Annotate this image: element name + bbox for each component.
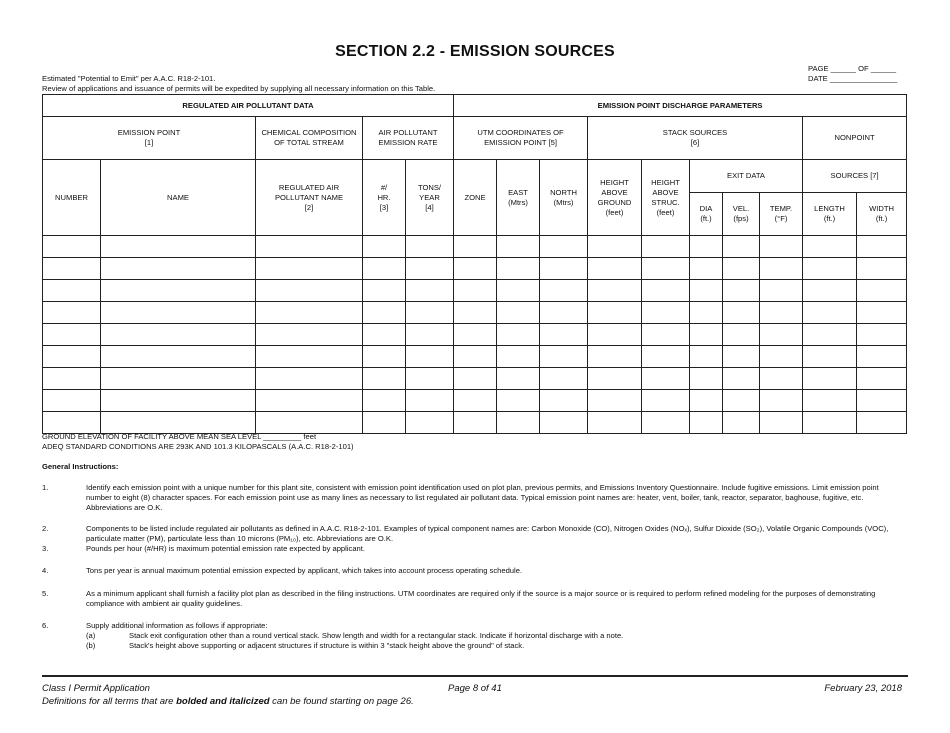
tons-per-year-header: TONS/ YEAR [4]	[406, 160, 454, 236]
regulated-air-pollutant-data-header: REGULATED AIR POLLUTANT DATA	[43, 95, 454, 117]
sub-item-label: (a)	[86, 631, 96, 640]
regulated-pollutant-name-header: REGULATED AIR POLLUTANT NAME [2]	[256, 160, 363, 236]
table-cell[interactable]	[588, 302, 642, 324]
table-cell[interactable]	[43, 236, 101, 258]
table-cell[interactable]	[363, 236, 406, 258]
table-cell[interactable]	[588, 258, 642, 280]
table-cell[interactable]	[497, 280, 540, 302]
table-cell[interactable]	[363, 346, 406, 368]
table-cell[interactable]	[101, 236, 256, 258]
table-cell[interactable]	[803, 236, 857, 258]
table-cell[interactable]	[642, 412, 690, 434]
chemical-composition-header: CHEMICAL COMPOSITION OF TOTAL STREAM	[256, 117, 363, 160]
table-cell[interactable]	[256, 258, 363, 280]
estimated-note: Estimated "Potential to Emit" per A.A.C. R18-2-101.	[42, 74, 216, 83]
air-pollutant-emission-rate-header: AIR POLLUTANT EMISSION RATE	[363, 117, 454, 160]
height-above-ground-header: HEIGHT ABOVE GROUND (feet)	[588, 160, 642, 236]
footer-page-number: Page 8 of 41	[448, 683, 502, 694]
table-cell[interactable]	[588, 412, 642, 434]
table-cell[interactable]	[406, 390, 454, 412]
dia-header: DIA (ft.)	[690, 193, 723, 236]
table-cell[interactable]	[642, 346, 690, 368]
table-cell[interactable]	[43, 368, 101, 390]
table-cell[interactable]	[406, 280, 454, 302]
table-cell[interactable]	[43, 258, 101, 280]
table-cell[interactable]	[588, 236, 642, 258]
table-row	[43, 324, 907, 346]
table-cell[interactable]	[497, 302, 540, 324]
table-cell[interactable]	[101, 280, 256, 302]
table-cell[interactable]	[540, 324, 588, 346]
table-cell[interactable]	[363, 258, 406, 280]
table-cell[interactable]	[256, 346, 363, 368]
table-cell[interactable]	[723, 258, 760, 280]
table-cell[interactable]	[690, 346, 723, 368]
table-cell[interactable]	[857, 280, 907, 302]
sub-item-text: Stack exit configuration other than a round vertical stack. Show length and width for a rectangular stack. Indicate if horizontal discharge with a note.	[129, 631, 624, 640]
emission-point-header: EMISSION POINT [1]	[43, 117, 256, 160]
instruction-text: Pounds per hour (#/HR) is maximum potential emission rate expected by applicant.	[86, 544, 365, 553]
table-cell[interactable]	[690, 258, 723, 280]
table-cell[interactable]	[690, 302, 723, 324]
table-row	[43, 412, 907, 434]
footer-application-name: Class I Permit Application	[42, 683, 150, 694]
table-cell[interactable]	[256, 390, 363, 412]
table-cell[interactable]	[588, 390, 642, 412]
table-cell[interactable]	[690, 236, 723, 258]
table-cell[interactable]	[642, 236, 690, 258]
table-cell[interactable]	[540, 258, 588, 280]
table-cell[interactable]	[540, 390, 588, 412]
table-cell[interactable]	[101, 324, 256, 346]
table-cell[interactable]	[256, 324, 363, 346]
table-cell[interactable]	[43, 324, 101, 346]
table-cell[interactable]	[256, 280, 363, 302]
table-row	[43, 236, 907, 258]
table-cell[interactable]	[723, 280, 760, 302]
table-cell[interactable]	[497, 236, 540, 258]
table-cell[interactable]	[256, 236, 363, 258]
table-cell[interactable]	[406, 412, 454, 434]
table-cell[interactable]	[363, 280, 406, 302]
zone-header: ZONE	[454, 160, 497, 236]
ground-elevation-line: GROUND ELEVATION OF FACILITY ABOVE MEAN SEA LEVEL _________ feet	[42, 432, 317, 441]
sources-7-header: SOURCES [7]	[803, 160, 907, 193]
north-header: NORTH (Mtrs)	[540, 160, 588, 236]
page-of-field[interactable]: PAGE ______ OF ______	[808, 64, 897, 73]
exit-data-header: EXIT DATA	[690, 160, 803, 193]
table-cell[interactable]	[497, 324, 540, 346]
table-cell[interactable]	[363, 302, 406, 324]
table-cell[interactable]	[803, 346, 857, 368]
utm-coordinates-header: UTM COORDINATES OF EMISSION POINT [5]	[454, 117, 588, 160]
footer-date: February 23, 2018	[824, 683, 902, 694]
nonpoint-header: NONPOINT	[803, 117, 907, 160]
table-cell[interactable]	[454, 346, 497, 368]
table-cell[interactable]	[642, 302, 690, 324]
velocity-header: VEL. (fps)	[723, 193, 760, 236]
table-cell[interactable]	[540, 412, 588, 434]
table-cell[interactable]	[497, 412, 540, 434]
table-cell[interactable]	[723, 324, 760, 346]
table-cell[interactable]	[642, 390, 690, 412]
table-cell[interactable]	[406, 302, 454, 324]
table-cell[interactable]	[803, 302, 857, 324]
table-cell[interactable]	[723, 412, 760, 434]
table-cell[interactable]	[588, 368, 642, 390]
pounds-per-hour-header: #/ HR. [3]	[363, 160, 406, 236]
table-cell[interactable]	[723, 368, 760, 390]
table-cell[interactable]	[454, 324, 497, 346]
footer-definitions-note: Definitions for all terms that are bolded and italicized can be found starting on page 26.	[42, 696, 414, 707]
table-cell[interactable]	[497, 390, 540, 412]
table-cell[interactable]	[857, 368, 907, 390]
table-row	[43, 258, 907, 280]
table-cell[interactable]	[690, 368, 723, 390]
table-cell[interactable]	[857, 390, 907, 412]
table-cell[interactable]	[803, 368, 857, 390]
table-cell[interactable]	[540, 346, 588, 368]
stack-sources-header: STACK SOURCES [6]	[588, 117, 803, 160]
table-cell[interactable]	[363, 324, 406, 346]
table-cell[interactable]	[43, 280, 101, 302]
table-cell[interactable]	[454, 390, 497, 412]
table-cell[interactable]	[363, 368, 406, 390]
table-cell[interactable]	[857, 236, 907, 258]
emission-point-discharge-parameters-header: EMISSION POINT DISCHARGE PARAMETERS	[454, 95, 907, 117]
table-cell[interactable]	[857, 258, 907, 280]
table-cell[interactable]	[406, 368, 454, 390]
table-cell[interactable]	[101, 412, 256, 434]
temperature-header: TEMP. (°F)	[760, 193, 803, 236]
table-cell[interactable]	[588, 346, 642, 368]
instruction-number: 3.	[42, 544, 49, 553]
table-cell[interactable]	[803, 390, 857, 412]
table-cell[interactable]	[760, 346, 803, 368]
instruction-text: Identify each emission point with a unique number for this plant site, consistent with emission point identification used on plot plan, previous permits, and Emissions Inventory Questionnaire. Include fugitive emissions. Limit emission point number to eight (8) character spaces. For each emission point use as many lines as necessary to list regulated air pollutant data. Typical emission point names are: heater, vent, boiler, tank, reactor, separator, baghouse, fugitive, etc. Abbreviations are O.K.	[86, 483, 879, 512]
sub-item-label: (b)	[86, 641, 96, 650]
table-cell[interactable]	[723, 346, 760, 368]
table-cell[interactable]	[540, 280, 588, 302]
table-cell[interactable]	[857, 346, 907, 368]
page-date-block	[808, 64, 908, 84]
table-cell[interactable]	[406, 258, 454, 280]
table-cell[interactable]	[256, 412, 363, 434]
table-cell[interactable]	[803, 324, 857, 346]
table-cell[interactable]	[857, 324, 907, 346]
table-cell[interactable]	[642, 324, 690, 346]
table-cell[interactable]	[723, 302, 760, 324]
standard-conditions-line: ADEQ STANDARD CONDITIONS ARE 293K AND 101.3 KILOPASCALS (A.A.C. R18-2-101)	[42, 442, 354, 451]
table-cell[interactable]	[497, 346, 540, 368]
table-cell[interactable]	[723, 390, 760, 412]
table-cell[interactable]	[363, 412, 406, 434]
table-cell[interactable]	[690, 324, 723, 346]
table-cell[interactable]	[690, 390, 723, 412]
table-cell[interactable]	[803, 280, 857, 302]
table-cell[interactable]	[406, 346, 454, 368]
length-header: LENGTH (ft.)	[803, 193, 857, 236]
data-rows	[43, 236, 907, 434]
table-cell[interactable]	[406, 236, 454, 258]
table-cell[interactable]	[497, 368, 540, 390]
table-cell[interactable]	[43, 412, 101, 434]
table-cell[interactable]	[101, 258, 256, 280]
table-cell[interactable]	[760, 324, 803, 346]
footer-divider	[42, 675, 908, 677]
height-above-structure-header: HEIGHT ABOVE STRUC. (feet)	[642, 160, 690, 236]
table-cell[interactable]	[760, 412, 803, 434]
instruction-text: Supply additional information as follows if appropriate:	[86, 621, 268, 630]
table-cell[interactable]	[101, 302, 256, 324]
table-row	[43, 368, 907, 390]
page-title: SECTION 2.2 - EMISSION SOURCES	[335, 43, 615, 60]
table-cell[interactable]	[803, 258, 857, 280]
table-cell[interactable]	[857, 412, 907, 434]
instruction-number: 2.	[42, 524, 49, 533]
table-cell[interactable]	[363, 390, 406, 412]
number-header: NUMBER	[43, 160, 101, 236]
table-cell[interactable]	[454, 280, 497, 302]
table-cell[interactable]	[760, 368, 803, 390]
table-cell[interactable]	[101, 368, 256, 390]
table-cell[interactable]	[540, 302, 588, 324]
width-header: WIDTH (ft.)	[857, 193, 907, 236]
table-row	[43, 302, 907, 324]
table-row	[43, 280, 907, 302]
table-cell[interactable]	[690, 412, 723, 434]
table-cell[interactable]	[43, 346, 101, 368]
sub-item-text: Stack's height above supporting or adjacent structures if structure is within 3 "stack height above the ground" of stack.	[129, 641, 525, 650]
table-cell[interactable]	[454, 368, 497, 390]
table-cell[interactable]	[642, 368, 690, 390]
table-cell[interactable]	[454, 236, 497, 258]
table-cell[interactable]	[760, 302, 803, 324]
table-cell[interactable]	[43, 390, 101, 412]
general-instructions-heading: General Instructions:	[42, 462, 119, 471]
instruction-number: 1.	[42, 483, 49, 492]
table-cell[interactable]	[760, 280, 803, 302]
instruction-number: 5.	[42, 589, 49, 598]
date-field[interactable]: DATE ________________	[808, 74, 898, 83]
table-cell[interactable]	[497, 258, 540, 280]
table-row	[43, 390, 907, 412]
table-cell[interactable]	[803, 412, 857, 434]
table-cell[interactable]	[101, 390, 256, 412]
table-cell[interactable]	[690, 280, 723, 302]
east-header: EAST (Mtrs)	[497, 160, 540, 236]
table-cell[interactable]	[454, 258, 497, 280]
table-cell[interactable]	[540, 368, 588, 390]
instruction-text: As a minimum applicant shall furnish a facility plot plan as described in the filing instructions. UTM coordinates are required only if the source is a major source or is required to perform refined modeling for the purposes of demonstrating compliance with ambient air quality guidelines.	[86, 589, 876, 608]
table-cell[interactable]	[588, 324, 642, 346]
table-cell[interactable]	[454, 302, 497, 324]
table-cell[interactable]	[406, 324, 454, 346]
table-cell[interactable]	[43, 302, 101, 324]
instruction-text: Tons per year is annual maximum potential emission expected by applicant, which takes into account process operating schedule.	[86, 566, 523, 575]
table-cell[interactable]	[588, 280, 642, 302]
table-cell[interactable]	[101, 346, 256, 368]
table-cell[interactable]	[642, 258, 690, 280]
name-header: NAME	[101, 160, 256, 236]
table-cell[interactable]	[540, 236, 588, 258]
table-cell[interactable]	[642, 280, 690, 302]
table-row	[43, 346, 907, 368]
table-cell[interactable]	[454, 412, 497, 434]
instruction-text: Components to be listed include regulated air pollutants as defined in A.A.C. R18-2-101. Examples of typical component names are: Carbon Monoxide (CO), Nitrogen Oxides (NOₓ), Sulfur Dioxide (SO₂), Volatile Organic Compounds (VOC), particulate matter (PM), particulate less than 10 microns (PM₁₀), etc. Abbreviations are O.K.	[86, 524, 889, 543]
table-cell[interactable]	[256, 368, 363, 390]
review-note: Review of applications and issuance of permits will be expedited by supplying all necessary information on this Table.	[42, 84, 436, 93]
table-cell[interactable]	[760, 236, 803, 258]
table-cell[interactable]	[760, 258, 803, 280]
instruction-number: 4.	[42, 566, 49, 575]
table-cell[interactable]	[760, 390, 803, 412]
instruction-number: 6.	[42, 621, 49, 630]
table-cell[interactable]	[723, 236, 760, 258]
table-cell[interactable]	[256, 302, 363, 324]
emission-sources-table	[42, 94, 907, 434]
table-cell[interactable]	[857, 302, 907, 324]
